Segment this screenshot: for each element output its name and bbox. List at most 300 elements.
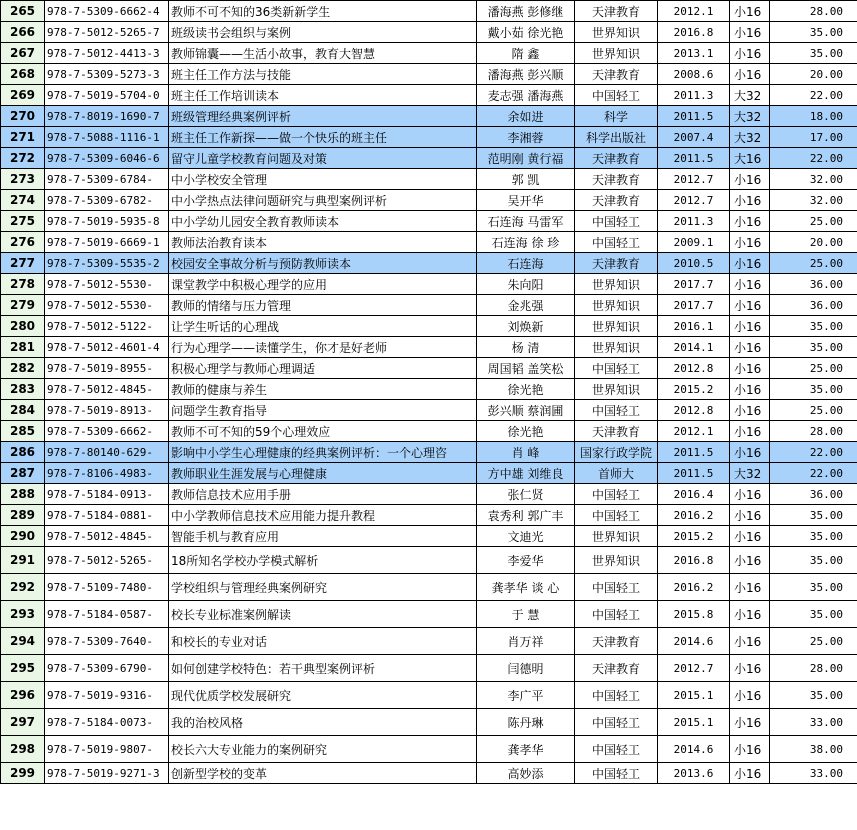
row-number-cell[interactable]: 277	[1, 253, 45, 274]
date-cell[interactable]: 2011.5	[658, 463, 730, 484]
price-cell[interactable]: 28.00	[770, 421, 857, 442]
price-cell[interactable]: 36.00	[770, 484, 857, 505]
date-cell[interactable]: 2015.8	[658, 601, 730, 628]
price-cell[interactable]: 36.00	[770, 274, 857, 295]
date-cell[interactable]: 2014.1	[658, 337, 730, 358]
publisher-cell[interactable]: 世界知识	[575, 43, 658, 64]
row-number-cell[interactable]: 296	[1, 682, 45, 709]
publisher-cell[interactable]: 天津教育	[575, 169, 658, 190]
price-cell[interactable]: 35.00	[770, 379, 857, 400]
table-row	[1, 736, 857, 763]
author-cell[interactable]: 徐光艳	[477, 379, 575, 400]
title-cell[interactable]: 教师锦囊——生活小故事，教育大智慧	[169, 43, 477, 64]
price-cell[interactable]: 35.00	[770, 601, 857, 628]
author-cell[interactable]: 李湘蓉	[477, 127, 575, 148]
table-row	[1, 337, 857, 358]
format-cell[interactable]: 小16	[730, 655, 770, 682]
table-row	[1, 295, 857, 316]
author-cell[interactable]: 李广平	[477, 682, 575, 709]
isbn-cell[interactable]: 978-7-5184-0913-	[45, 484, 169, 505]
table-row	[1, 421, 857, 442]
table-row	[1, 211, 857, 232]
publisher-cell[interactable]: 世界知识	[575, 337, 658, 358]
publisher-cell[interactable]: 天津教育	[575, 655, 658, 682]
author-cell[interactable]: 李爱华	[477, 547, 575, 574]
author-cell[interactable]: 文迪光	[477, 526, 575, 547]
format-cell[interactable]: 小16	[730, 190, 770, 211]
author-cell[interactable]: 石连海 徐 珍	[477, 232, 575, 253]
price-cell[interactable]: 35.00	[770, 574, 857, 601]
title-cell[interactable]: 校长六大专业能力的案例研究	[169, 736, 477, 763]
format-cell[interactable]: 小16	[730, 547, 770, 574]
title-cell[interactable]: 创新型学校的变革	[169, 763, 477, 784]
row-number-cell[interactable]: 285	[1, 421, 45, 442]
price-cell[interactable]: 36.00	[770, 295, 857, 316]
title-cell[interactable]: 校长专业标准案例解读	[169, 601, 477, 628]
format-cell[interactable]: 小16	[730, 601, 770, 628]
title-cell[interactable]: 教师的健康与养生	[169, 379, 477, 400]
title-cell[interactable]: 如何创建学校特色：若干典型案例评析	[169, 655, 477, 682]
isbn-cell[interactable]: 978-7-5309-6662-4	[45, 1, 169, 22]
table-row	[1, 253, 857, 274]
row-number-cell[interactable]: 294	[1, 628, 45, 655]
isbn-cell[interactable]: 978-7-8019-1690-7	[45, 106, 169, 127]
title-cell[interactable]: 教师职业生涯发展与心理健康	[169, 463, 477, 484]
price-cell[interactable]: 35.00	[770, 43, 857, 64]
row-number-cell[interactable]: 280	[1, 316, 45, 337]
date-cell[interactable]: 2010.5	[658, 253, 730, 274]
price-cell[interactable]: 35.00	[770, 505, 857, 526]
publisher-cell[interactable]: 世界知识	[575, 22, 658, 43]
date-cell[interactable]: 2015.1	[658, 709, 730, 736]
row-number-cell[interactable]: 292	[1, 574, 45, 601]
isbn-cell[interactable]: 978-7-5184-0587-	[45, 601, 169, 628]
title-cell[interactable]: 我的治校风格	[169, 709, 477, 736]
date-cell[interactable]: 2015.2	[658, 379, 730, 400]
price-cell[interactable]: 35.00	[770, 337, 857, 358]
row-number-cell[interactable]: 278	[1, 274, 45, 295]
format-cell[interactable]: 小16	[730, 295, 770, 316]
isbn-cell[interactable]: 978-7-80140-629-	[45, 442, 169, 463]
price-cell[interactable]: 28.00	[770, 655, 857, 682]
format-cell[interactable]: 小16	[730, 64, 770, 85]
publisher-cell[interactable]: 科学出版社	[575, 127, 658, 148]
author-cell[interactable]: 高妙添	[477, 763, 575, 784]
isbn-cell[interactable]: 978-7-5309-6662-	[45, 421, 169, 442]
author-cell[interactable]: 龚孝华	[477, 736, 575, 763]
date-cell[interactable]: 2012.7	[658, 655, 730, 682]
format-cell[interactable]: 小16	[730, 379, 770, 400]
row-number-cell[interactable]: 290	[1, 526, 45, 547]
isbn-cell[interactable]: 978-7-5012-5530-	[45, 274, 169, 295]
publisher-cell[interactable]: 世界知识	[575, 274, 658, 295]
price-cell[interactable]: 32.00	[770, 190, 857, 211]
author-cell[interactable]: 潘海燕 彭修继	[477, 1, 575, 22]
isbn-cell[interactable]: 978-7-5309-6782-	[45, 190, 169, 211]
author-cell[interactable]: 朱向阳	[477, 274, 575, 295]
row-number-cell[interactable]: 265	[1, 1, 45, 22]
date-cell[interactable]: 2016.8	[658, 22, 730, 43]
format-cell[interactable]: 大32	[730, 463, 770, 484]
publisher-cell[interactable]: 天津教育	[575, 421, 658, 442]
title-cell[interactable]: 中小学热点法律问题研究与典型案例评析	[169, 190, 477, 211]
price-cell[interactable]: 35.00	[770, 682, 857, 709]
publisher-cell[interactable]: 世界知识	[575, 316, 658, 337]
price-cell[interactable]: 28.00	[770, 1, 857, 22]
title-cell[interactable]: 班主任工作培训读本	[169, 85, 477, 106]
format-cell[interactable]: 小16	[730, 484, 770, 505]
publisher-cell[interactable]: 中国轻工	[575, 484, 658, 505]
row-number-cell[interactable]: 282	[1, 358, 45, 379]
date-cell[interactable]: 2016.1	[658, 316, 730, 337]
author-cell[interactable]: 戴小茹 徐光艳	[477, 22, 575, 43]
date-cell[interactable]: 2011.5	[658, 148, 730, 169]
price-cell[interactable]: 17.00	[770, 127, 857, 148]
author-cell[interactable]: 刘焕新	[477, 316, 575, 337]
price-cell[interactable]: 25.00	[770, 253, 857, 274]
table-row	[1, 709, 857, 736]
format-cell[interactable]: 小16	[730, 763, 770, 784]
isbn-cell[interactable]: 978-7-5012-5122-	[45, 316, 169, 337]
row-number-cell[interactable]: 288	[1, 484, 45, 505]
table-row	[1, 505, 857, 526]
isbn-cell[interactable]: 978-7-5012-4845-	[45, 379, 169, 400]
row-number-cell[interactable]: 284	[1, 400, 45, 421]
table-row	[1, 1, 857, 22]
price-cell[interactable]: 22.00	[770, 148, 857, 169]
row-number-cell[interactable]: 297	[1, 709, 45, 736]
author-cell[interactable]: 周国韬 盖笑松	[477, 358, 575, 379]
author-cell[interactable]: 陈丹琳	[477, 709, 575, 736]
title-cell[interactable]: 教师法治教育读本	[169, 232, 477, 253]
price-cell[interactable]: 35.00	[770, 547, 857, 574]
author-cell[interactable]: 余如进	[477, 106, 575, 127]
table-row	[1, 127, 857, 148]
publisher-cell[interactable]: 天津教育	[575, 1, 658, 22]
row-number-cell[interactable]: 275	[1, 211, 45, 232]
isbn-cell[interactable]: 978-7-5309-5273-3	[45, 64, 169, 85]
title-cell[interactable]: 班级读书会组织与案例	[169, 22, 477, 43]
row-number-cell[interactable]: 295	[1, 655, 45, 682]
table-row	[1, 232, 857, 253]
publisher-cell[interactable]: 世界知识	[575, 547, 658, 574]
title-cell[interactable]: 中小学校安全管理	[169, 169, 477, 190]
price-cell[interactable]: 20.00	[770, 64, 857, 85]
price-cell[interactable]: 33.00	[770, 763, 857, 784]
title-cell[interactable]: 学校组织与管理经典案例研究	[169, 574, 477, 601]
publisher-cell[interactable]: 中国轻工	[575, 682, 658, 709]
title-cell[interactable]: 行为心理学——读懂学生，你才是好老师	[169, 337, 477, 358]
date-cell[interactable]: 2016.2	[658, 574, 730, 601]
row-number-cell[interactable]: 279	[1, 295, 45, 316]
date-cell[interactable]: 2012.1	[658, 1, 730, 22]
publisher-cell[interactable]: 国家行政学院	[575, 442, 658, 463]
author-cell[interactable]: 张仁贤	[477, 484, 575, 505]
isbn-cell[interactable]: 978-7-5184-0073-	[45, 709, 169, 736]
format-cell[interactable]: 大32	[730, 85, 770, 106]
format-cell[interactable]: 大32	[730, 127, 770, 148]
title-cell[interactable]: 班级管理经典案例评析	[169, 106, 477, 127]
date-cell[interactable]: 2012.8	[658, 358, 730, 379]
title-cell[interactable]: 让学生听话的心理战	[169, 316, 477, 337]
author-cell[interactable]: 方中雄 刘维良	[477, 463, 575, 484]
isbn-cell[interactable]: 978-7-8106-4983-	[45, 463, 169, 484]
author-cell[interactable]: 隋 鑫	[477, 43, 575, 64]
row-number-cell[interactable]: 271	[1, 127, 45, 148]
row-number-cell[interactable]: 276	[1, 232, 45, 253]
author-cell[interactable]: 彭兴顺 蔡润圃	[477, 400, 575, 421]
isbn-cell[interactable]: 978-7-5309-6790-	[45, 655, 169, 682]
date-cell[interactable]: 2016.4	[658, 484, 730, 505]
row-number-cell[interactable]: 286	[1, 442, 45, 463]
publisher-cell[interactable]: 世界知识	[575, 295, 658, 316]
isbn-cell[interactable]: 978-7-5184-0881-	[45, 505, 169, 526]
date-cell[interactable]: 2015.1	[658, 682, 730, 709]
publisher-cell[interactable]: 中国轻工	[575, 400, 658, 421]
price-cell[interactable]: 22.00	[770, 442, 857, 463]
date-cell[interactable]: 2013.1	[658, 43, 730, 64]
author-cell[interactable]: 杨 清	[477, 337, 575, 358]
author-cell[interactable]: 徐光艳	[477, 421, 575, 442]
row-number-cell[interactable]: 291	[1, 547, 45, 574]
table-row	[1, 169, 857, 190]
author-cell[interactable]: 潘海燕 彭兴顺	[477, 64, 575, 85]
title-cell[interactable]: 和校长的专业对话	[169, 628, 477, 655]
title-cell[interactable]: 校园安全事故分析与预防教师读本	[169, 253, 477, 274]
publisher-cell[interactable]: 中国轻工	[575, 85, 658, 106]
author-cell[interactable]: 肖 峰	[477, 442, 575, 463]
format-cell[interactable]: 小16	[730, 211, 770, 232]
title-cell[interactable]: 18所知名学校办学模式解析	[169, 547, 477, 574]
date-cell[interactable]: 2014.6	[658, 736, 730, 763]
format-cell[interactable]: 小16	[730, 1, 770, 22]
table-row	[1, 442, 857, 463]
publisher-cell[interactable]: 世界知识	[575, 526, 658, 547]
date-cell[interactable]: 2012.8	[658, 400, 730, 421]
date-cell[interactable]: 2014.6	[658, 628, 730, 655]
date-cell[interactable]: 2011.3	[658, 85, 730, 106]
publisher-cell[interactable]: 天津教育	[575, 253, 658, 274]
row-number-cell[interactable]: 270	[1, 106, 45, 127]
date-cell[interactable]: 2011.3	[658, 211, 730, 232]
price-cell[interactable]: 35.00	[770, 526, 857, 547]
format-cell[interactable]: 小16	[730, 628, 770, 655]
isbn-cell[interactable]: 978-7-5012-4413-3	[45, 43, 169, 64]
date-cell[interactable]: 2007.4	[658, 127, 730, 148]
format-cell[interactable]: 小16	[730, 421, 770, 442]
title-cell[interactable]: 中小学幼儿园安全教育教师读本	[169, 211, 477, 232]
isbn-cell[interactable]: 978-7-5019-9316-	[45, 682, 169, 709]
isbn-cell[interactable]: 978-7-5019-8955-	[45, 358, 169, 379]
format-cell[interactable]: 小16	[730, 400, 770, 421]
publisher-cell[interactable]: 中国轻工	[575, 709, 658, 736]
row-number-cell[interactable]: 267	[1, 43, 45, 64]
price-cell[interactable]: 22.00	[770, 463, 857, 484]
title-cell[interactable]: 积极心理学与教师心理调适	[169, 358, 477, 379]
date-cell[interactable]: 2016.8	[658, 547, 730, 574]
format-cell[interactable]: 小16	[730, 442, 770, 463]
title-cell[interactable]: 教师不可不知的59个心理效应	[169, 421, 477, 442]
format-cell[interactable]: 小16	[730, 574, 770, 601]
date-cell[interactable]: 2015.2	[658, 526, 730, 547]
title-cell[interactable]: 班主任工作方法与技能	[169, 64, 477, 85]
title-cell[interactable]: 问题学生教育指导	[169, 400, 477, 421]
isbn-cell[interactable]: 978-7-5309-6784-	[45, 169, 169, 190]
price-cell[interactable]: 38.00	[770, 736, 857, 763]
publisher-cell[interactable]: 中国轻工	[575, 505, 658, 526]
isbn-cell[interactable]: 978-7-5019-5935-8	[45, 211, 169, 232]
title-cell[interactable]: 课堂教学中积极心理学的应用	[169, 274, 477, 295]
isbn-cell[interactable]: 978-7-5012-5265-	[45, 547, 169, 574]
title-cell[interactable]: 智能手机与教育应用	[169, 526, 477, 547]
author-cell[interactable]: 肖万祥	[477, 628, 575, 655]
date-cell[interactable]: 2013.6	[658, 763, 730, 784]
publisher-cell[interactable]: 中国轻工	[575, 574, 658, 601]
date-cell[interactable]: 2012.1	[658, 421, 730, 442]
isbn-cell[interactable]: 978-7-5109-7480-	[45, 574, 169, 601]
format-cell[interactable]: 小16	[730, 358, 770, 379]
format-cell[interactable]: 小16	[730, 736, 770, 763]
format-cell[interactable]: 小16	[730, 232, 770, 253]
title-cell[interactable]: 教师不可不知的36类新新学生	[169, 1, 477, 22]
table-row	[1, 43, 857, 64]
format-cell[interactable]: 小16	[730, 22, 770, 43]
row-number-cell[interactable]: 283	[1, 379, 45, 400]
format-cell[interactable]: 小16	[730, 316, 770, 337]
publisher-cell[interactable]: 天津教育	[575, 628, 658, 655]
publisher-cell[interactable]: 科学	[575, 106, 658, 127]
isbn-cell[interactable]: 978-7-5019-6669-1	[45, 232, 169, 253]
format-cell[interactable]: 小16	[730, 682, 770, 709]
date-cell[interactable]: 2008.6	[658, 64, 730, 85]
price-cell[interactable]: 22.00	[770, 85, 857, 106]
row-number-cell[interactable]: 281	[1, 337, 45, 358]
date-cell[interactable]: 2017.7	[658, 274, 730, 295]
isbn-cell[interactable]: 978-7-5309-5535-2	[45, 253, 169, 274]
date-cell[interactable]: 2011.5	[658, 106, 730, 127]
row-number-cell[interactable]: 268	[1, 64, 45, 85]
author-cell[interactable]: 范明刚 黄行福	[477, 148, 575, 169]
format-cell[interactable]: 小16	[730, 169, 770, 190]
isbn-cell[interactable]: 978-7-5012-4601-4	[45, 337, 169, 358]
row-number-cell[interactable]: 266	[1, 22, 45, 43]
publisher-cell[interactable]: 中国轻工	[575, 358, 658, 379]
format-cell[interactable]: 大32	[730, 106, 770, 127]
table-row	[1, 274, 857, 295]
row-number-cell[interactable]: 298	[1, 736, 45, 763]
price-cell[interactable]: 25.00	[770, 628, 857, 655]
publisher-cell[interactable]: 天津教育	[575, 64, 658, 85]
publisher-cell[interactable]: 世界知识	[575, 379, 658, 400]
publisher-cell[interactable]: 中国轻工	[575, 232, 658, 253]
table-row	[1, 64, 857, 85]
table-row	[1, 358, 857, 379]
isbn-cell[interactable]: 978-7-5019-5704-0	[45, 85, 169, 106]
isbn-cell[interactable]: 978-7-5012-5265-7	[45, 22, 169, 43]
date-cell[interactable]: 2016.2	[658, 505, 730, 526]
row-number-cell[interactable]: 287	[1, 463, 45, 484]
publisher-cell[interactable]: 中国轻工	[575, 736, 658, 763]
author-cell[interactable]: 郭 凯	[477, 169, 575, 190]
isbn-cell[interactable]: 978-7-5012-4845-	[45, 526, 169, 547]
title-cell[interactable]: 留守儿童学校教育问题及对策	[169, 148, 477, 169]
price-cell[interactable]: 20.00	[770, 232, 857, 253]
row-number-cell[interactable]: 273	[1, 169, 45, 190]
title-cell[interactable]: 中小学教师信息技术应用能力提升教程	[169, 505, 477, 526]
row-number-cell[interactable]: 289	[1, 505, 45, 526]
title-cell[interactable]: 现代优质学校发展研究	[169, 682, 477, 709]
isbn-cell[interactable]: 978-7-5309-7640-	[45, 628, 169, 655]
publisher-cell[interactable]: 首师大	[575, 463, 658, 484]
date-cell[interactable]: 2017.7	[658, 295, 730, 316]
format-cell[interactable]: 小16	[730, 505, 770, 526]
title-cell[interactable]: 教师的情绪与压力管理	[169, 295, 477, 316]
date-cell[interactable]: 2012.7	[658, 169, 730, 190]
title-cell[interactable]: 教师信息技术应用手册	[169, 484, 477, 505]
isbn-cell[interactable]: 978-7-5012-5530-	[45, 295, 169, 316]
publisher-cell[interactable]: 天津教育	[575, 148, 658, 169]
date-cell[interactable]: 2012.7	[658, 190, 730, 211]
price-cell[interactable]: 35.00	[770, 22, 857, 43]
author-cell[interactable]: 袁秀利 郭广丰	[477, 505, 575, 526]
publisher-cell[interactable]: 中国轻工	[575, 211, 658, 232]
author-cell[interactable]: 麦志强 潘海燕	[477, 85, 575, 106]
format-cell[interactable]: 小16	[730, 43, 770, 64]
title-cell[interactable]: 影响中小学生心理健康的经典案例评析：一个心理咨	[169, 442, 477, 463]
publisher-cell[interactable]: 中国轻工	[575, 601, 658, 628]
format-cell[interactable]: 小16	[730, 709, 770, 736]
price-cell[interactable]: 35.00	[770, 316, 857, 337]
table-row	[1, 547, 857, 574]
price-cell[interactable]: 32.00	[770, 169, 857, 190]
row-number-cell[interactable]: 299	[1, 763, 45, 784]
format-cell[interactable]: 小16	[730, 253, 770, 274]
price-cell[interactable]: 25.00	[770, 358, 857, 379]
format-cell[interactable]: 大16	[730, 148, 770, 169]
table-row	[1, 628, 857, 655]
format-cell[interactable]: 小16	[730, 274, 770, 295]
date-cell[interactable]: 2009.1	[658, 232, 730, 253]
publisher-cell[interactable]: 中国轻工	[575, 763, 658, 784]
title-cell[interactable]: 班主任工作新探——做一个快乐的班主任	[169, 127, 477, 148]
author-cell[interactable]: 吴开华	[477, 190, 575, 211]
table-row	[1, 655, 857, 682]
price-cell[interactable]: 25.00	[770, 400, 857, 421]
isbn-cell[interactable]: 978-7-5019-8913-	[45, 400, 169, 421]
format-cell[interactable]: 小16	[730, 526, 770, 547]
isbn-cell[interactable]: 978-7-5088-1116-1	[45, 127, 169, 148]
price-cell[interactable]: 18.00	[770, 106, 857, 127]
isbn-cell[interactable]: 978-7-5309-6046-6	[45, 148, 169, 169]
date-cell[interactable]: 2011.5	[658, 442, 730, 463]
row-number-cell[interactable]: 293	[1, 601, 45, 628]
price-cell[interactable]: 25.00	[770, 211, 857, 232]
row-number-cell[interactable]: 272	[1, 148, 45, 169]
isbn-cell[interactable]: 978-7-5019-9807-	[45, 736, 169, 763]
isbn-cell[interactable]: 978-7-5019-9271-3	[45, 763, 169, 784]
publisher-cell[interactable]: 天津教育	[575, 190, 658, 211]
author-cell[interactable]: 龚孝华 谈 心	[477, 574, 575, 601]
row-number-cell[interactable]: 269	[1, 85, 45, 106]
price-cell[interactable]: 33.00	[770, 709, 857, 736]
author-cell[interactable]: 金兆强	[477, 295, 575, 316]
author-cell[interactable]: 石连海	[477, 253, 575, 274]
row-number-cell[interactable]: 274	[1, 190, 45, 211]
author-cell[interactable]: 于 慧	[477, 601, 575, 628]
format-cell[interactable]: 小16	[730, 337, 770, 358]
author-cell[interactable]: 闫德明	[477, 655, 575, 682]
author-cell[interactable]: 石连海 马雷军	[477, 211, 575, 232]
